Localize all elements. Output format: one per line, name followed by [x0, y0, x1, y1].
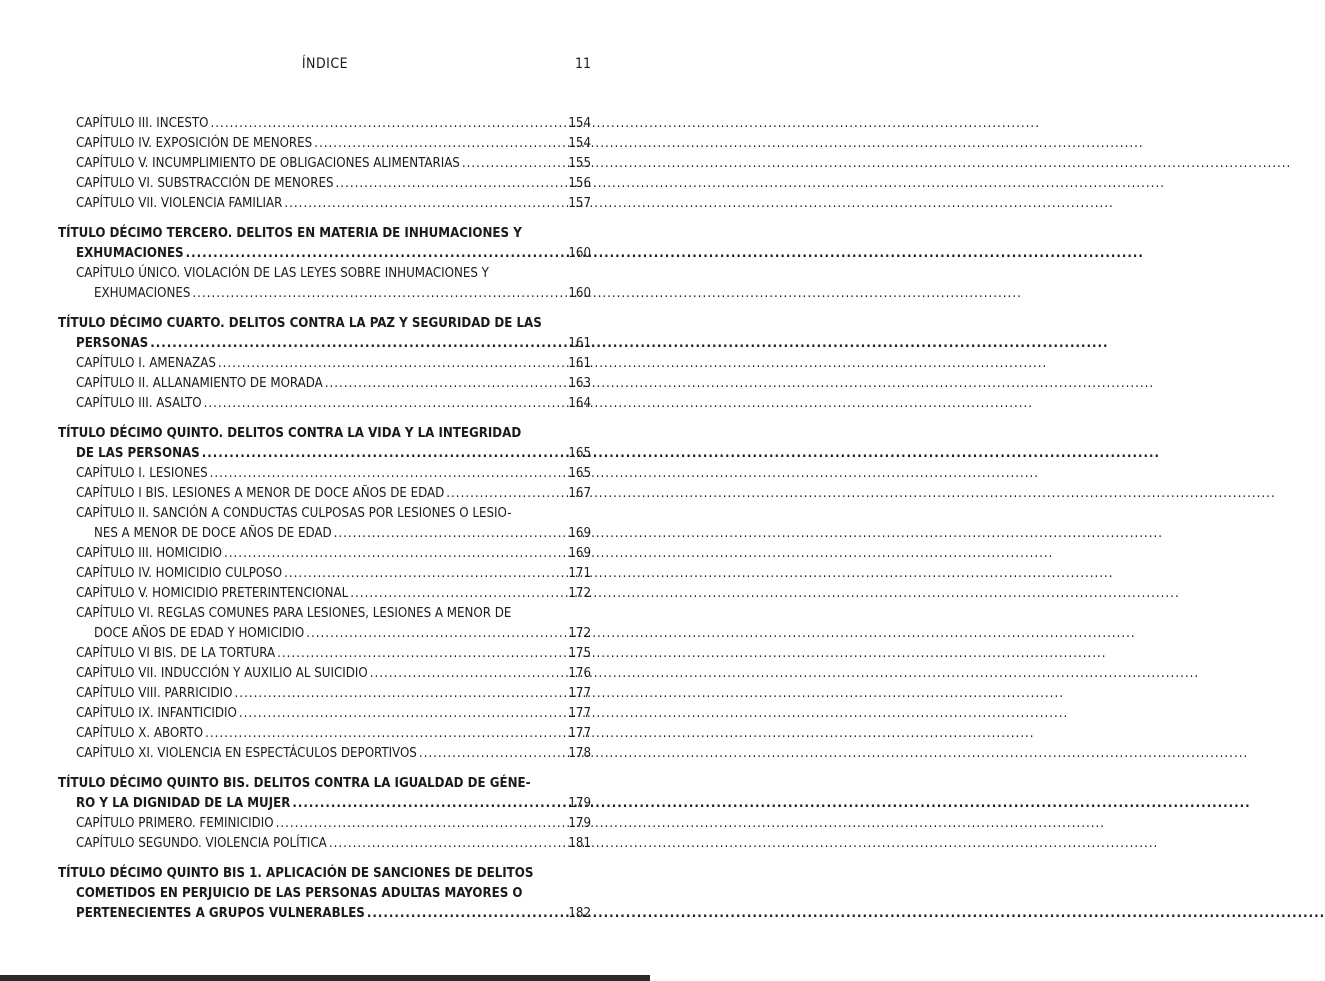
entry-text: CAPÍTULO PRIMERO. FEMINICIDIO: [76, 816, 274, 831]
toc-entry-line: [58, 566, 591, 586]
toc-entry-line: [58, 706, 591, 726]
entry-text: CAPÍTULO I BIS. LESIONES A MENOR DE DOCE AÑOS DE EDAD: [76, 486, 445, 501]
leader-dots: [462, 156, 529, 171]
entry-page: 161: [568, 356, 591, 371]
toc-entry-line: [58, 356, 591, 376]
entry-page: 175: [568, 646, 591, 661]
toc-entry-line: [58, 646, 591, 666]
toc-entry-line: [58, 796, 591, 816]
leader-dots: [210, 466, 529, 481]
toc-entry-line: [58, 156, 591, 176]
leader-dots: [186, 246, 529, 261]
entry-text: CAPÍTULO VI BIS. DE LA TORTURA: [76, 646, 276, 661]
entry-page: 179: [568, 816, 591, 831]
toc-entry-line: [58, 196, 591, 216]
entry-page: 178: [568, 746, 591, 761]
toc-entry-line: [58, 626, 591, 646]
entry-page: 177: [568, 686, 591, 701]
entry-text-line: COMETIDOS EN PERJUICIO DE LAS PERSONAS ADULTAS MAYORES O: [76, 886, 523, 901]
entry-page: 160: [568, 286, 591, 301]
toc-title-entry: [58, 866, 591, 926]
entry-text: CAPÍTULO VII. INDUCCIÓN Y AUXILIO AL SUICIDIO: [76, 666, 368, 681]
entry-text-line: CAPÍTULO ÚNICO. VIOLACIÓN DE LAS LEYES SOBRE INHUMACIONES Y: [76, 266, 489, 281]
leader-dots: [334, 526, 529, 541]
entry-text-line: TÍTULO DÉCIMO QUINTO. DELITOS CONTRA LA VIDA Y LA INTEGRIDAD: [58, 426, 522, 441]
leader-dots: [239, 706, 529, 721]
entry-text: EXHUMACIONES: [94, 286, 191, 301]
entry-page: 182: [568, 906, 591, 921]
leader-dots: [192, 286, 529, 301]
entry-page: 169: [568, 526, 591, 541]
entry-page: 179: [568, 796, 591, 811]
toc-chapter-entry: [58, 506, 591, 546]
entry-page: 161: [568, 336, 591, 351]
entry-page: 171: [568, 566, 591, 581]
entry-text: EXHUMACIONES: [76, 246, 184, 261]
toc-entry-line: [58, 376, 591, 396]
leader-dots: [224, 546, 529, 561]
entry-text: CAPÍTULO III. ASALTO: [76, 396, 202, 411]
entry-page: 177: [568, 726, 591, 741]
entry-page: 154: [568, 136, 591, 151]
entry-page: 181: [568, 836, 591, 851]
toc-entry-line: [58, 136, 591, 156]
leader-dots: [314, 136, 529, 151]
entry-page: 160: [568, 246, 591, 261]
toc-entry-line: [58, 336, 591, 356]
leader-dots: [284, 196, 529, 211]
entry-text: DE LAS PERSONAS: [76, 446, 200, 461]
entry-text: PERTENECIENTES A GRUPOS VULNERABLES: [76, 906, 365, 921]
entry-text: PERSONAS: [76, 336, 149, 351]
header-title: ÍNDICE: [301, 56, 349, 72]
toc-entry-line: [58, 526, 591, 546]
entry-page: 155: [568, 156, 591, 171]
entry-text: CAPÍTULO IX. INFANTICIDIO: [76, 706, 237, 721]
entry-page: 157: [568, 196, 591, 211]
leader-dots: [211, 116, 529, 131]
entry-text: CAPÍTULO X. ABORTO: [76, 726, 204, 741]
entry-text: CAPÍTULO I. LESIONES: [76, 466, 208, 481]
leader-dots: [235, 686, 529, 701]
leader-dots: [205, 726, 529, 741]
entry-page: 176: [568, 666, 591, 681]
entry-text: CAPÍTULO II. ALLANAMIENTO DE MORADA: [76, 376, 323, 391]
entry-text: CAPÍTULO V. INCUMPLIMIENTO DE OBLIGACIONES ALIMENTARIAS: [76, 156, 460, 171]
entry-text-line: CAPÍTULO VI. REGLAS COMUNES PARA LESIONES, LESIONES A MENOR DE: [76, 606, 512, 621]
leader-dots: [446, 486, 529, 501]
header-page-number: 11: [574, 56, 591, 72]
leader-dots: [329, 836, 529, 851]
entry-text-line: TÍTULO DÉCIMO QUINTO BIS 1. APLICACIÓN DE SANCIONES DE DELITOS: [58, 866, 534, 881]
entry-text: CAPÍTULO VI. SUBSTRACCIÓN DE MENORES: [76, 176, 334, 191]
entry-text: CAPÍTULO VIII. PARRICIDIO: [76, 686, 233, 701]
toc-entry-line: [58, 816, 591, 836]
toc-entry-line: [58, 686, 591, 706]
entry-page: 177: [568, 706, 591, 721]
toc-entry-line: [58, 836, 591, 856]
leader-dots: [204, 396, 529, 411]
toc-entry-line: [58, 176, 591, 196]
entry-text-line: TÍTULO DÉCIMO QUINTO BIS. DELITOS CONTRA LA IGUALDAD DE GÉNE-: [58, 776, 531, 791]
toc-entry-line: [58, 906, 591, 926]
toc-entry-line: [58, 746, 591, 766]
leader-dots: [202, 446, 529, 461]
entry-text-line: TÍTULO DÉCIMO CUARTO. DELITOS CONTRA LA PAZ Y SEGURIDAD DE LAS: [58, 316, 542, 331]
toc-title-entry: [58, 226, 591, 266]
bottom-edge: [0, 975, 650, 981]
entry-text: CAPÍTULO XI. VIOLENCIA EN ESPECTÁCULOS DEPORTIVOS: [76, 746, 417, 761]
leader-dots: [150, 336, 529, 351]
running-header: [0, 56, 650, 76]
leader-dots: [350, 586, 529, 601]
entry-text: CAPÍTULO SEGUNDO. VIOLENCIA POLÍTICA: [76, 836, 327, 851]
table-of-contents: [58, 116, 591, 926]
toc-entry-line: [58, 246, 591, 266]
entry-page: 156: [568, 176, 591, 191]
toc-title-entry: [58, 776, 591, 816]
toc-entry-line: [58, 486, 591, 506]
entry-text: CAPÍTULO IV. HOMICIDIO CULPOSO: [76, 566, 283, 581]
toc-entry-line: [58, 666, 591, 686]
entry-text: CAPÍTULO III. INCESTO: [76, 116, 209, 131]
entry-page: 163: [568, 376, 591, 391]
toc-entry-line: [58, 116, 591, 136]
leader-dots: [277, 646, 529, 661]
leader-dots: [292, 796, 529, 811]
entry-text: CAPÍTULO I. AMENAZAS: [76, 356, 216, 371]
toc-entry-line: [58, 546, 591, 566]
toc-chapter-entry: [58, 266, 591, 306]
entry-text: CAPÍTULO IV. EXPOSICIÓN DE MENORES: [76, 136, 313, 151]
entry-text-line: TÍTULO DÉCIMO TERCERO. DELITOS EN MATERIA DE INHUMACIONES Y: [58, 226, 522, 241]
entry-page: 154: [568, 116, 591, 131]
leader-dots: [370, 666, 529, 681]
entry-page: 169: [568, 546, 591, 561]
entry-text: DOCE AÑOS DE EDAD Y HOMICIDIO: [94, 626, 305, 641]
entry-text: CAPÍTULO V. HOMICIDIO PRETERINTENCIONAL: [76, 586, 349, 601]
leader-dots: [419, 746, 529, 761]
leader-dots: [306, 626, 529, 641]
toc-entry-line: [58, 726, 591, 746]
entry-page: 172: [568, 626, 591, 641]
toc-entry-line: [58, 586, 591, 606]
entry-page: 164: [568, 396, 591, 411]
leader-dots: [276, 816, 529, 831]
entry-text: NES A MENOR DE DOCE AÑOS DE EDAD: [94, 526, 332, 541]
entry-text: CAPÍTULO VII. VIOLENCIA FAMILIAR: [76, 196, 283, 211]
entry-page: 172: [568, 586, 591, 601]
leader-dots: [284, 566, 529, 581]
toc-entry-line: [58, 466, 591, 486]
entry-text: CAPÍTULO III. HOMICIDIO: [76, 546, 222, 561]
leader-dots: [218, 356, 529, 371]
leader-dots: [336, 176, 529, 191]
toc-entry-line: [58, 396, 591, 416]
toc-entry-line: [58, 446, 591, 466]
leader-dots: [367, 906, 529, 921]
toc-title-entry: [58, 426, 591, 466]
entry-page: 167: [568, 486, 591, 501]
toc-title-entry: [58, 316, 591, 356]
toc-chapter-entry: [58, 606, 591, 646]
entry-page: 165: [568, 446, 591, 461]
leader-dots: [325, 376, 529, 391]
entry-text-line: CAPÍTULO II. SANCIÓN A CONDUCTAS CULPOSAS POR LESIONES O LESIO-: [76, 506, 512, 521]
entry-text: RO Y LA DIGNIDAD DE LA MUJER: [76, 796, 291, 811]
entry-page: 165: [568, 466, 591, 481]
toc-entry-line: [58, 286, 591, 306]
